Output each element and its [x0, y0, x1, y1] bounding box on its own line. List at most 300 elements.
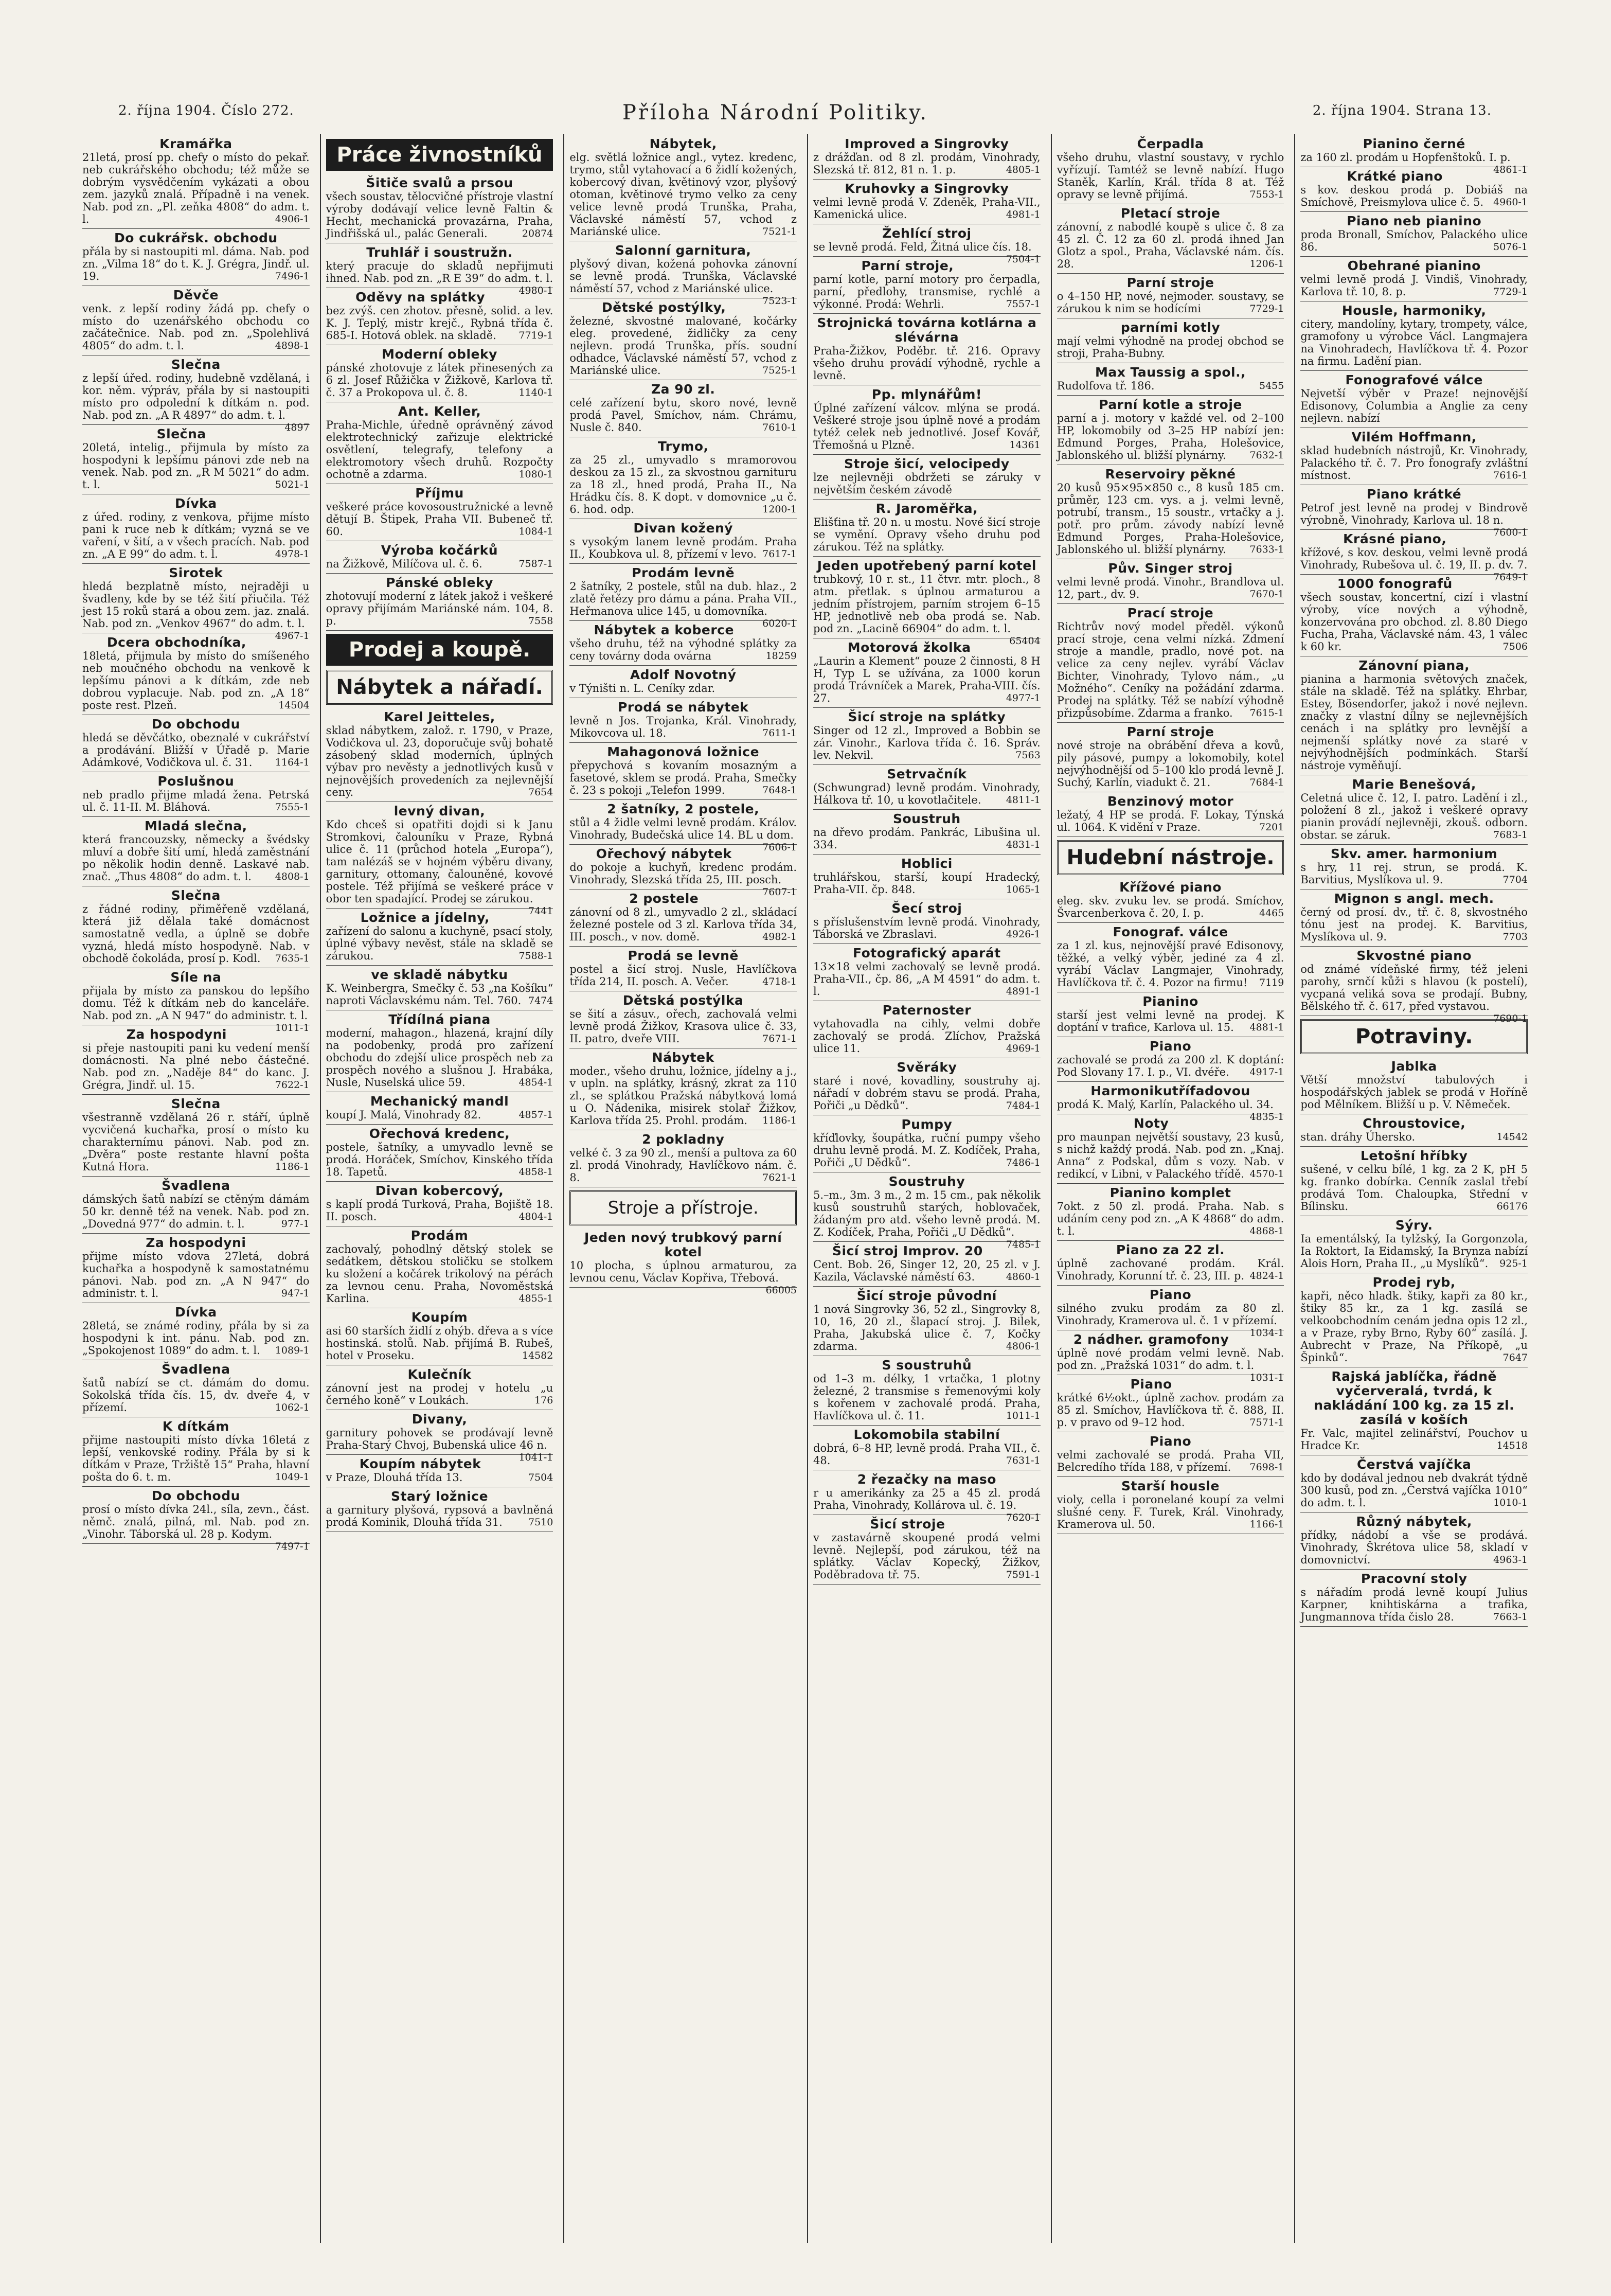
ad-code: 4805-1: [1006, 164, 1041, 175]
ad-title: Čerpadla: [1137, 136, 1204, 151]
ad-body: [569, 861, 797, 898]
ad-code: 4891-1: [1006, 986, 1041, 997]
ad-text: Petrof jest levně na prodej v Bindrově výrobně, Vinohrady, Karlova ul. 18 n.: [1300, 502, 1528, 526]
ad-code: 1065-1: [1006, 884, 1041, 895]
classified-ad: [813, 558, 1041, 647]
ad-title: Šitiče svalů a prsou: [366, 175, 513, 190]
ad-code: 7684-1: [1249, 777, 1284, 788]
classified-ad: [813, 225, 1041, 265]
ad-body: [813, 573, 1041, 647]
ad-code: 14582: [522, 1350, 553, 1361]
ad-body: [569, 454, 797, 515]
ad-code: 7649-1: [1493, 572, 1528, 583]
ad-body: [1300, 792, 1528, 841]
ad-title: Piano: [1149, 1287, 1192, 1302]
classified-ad: [813, 709, 1041, 765]
ad-title: Marie Benešová,: [1352, 777, 1476, 792]
ad-body: [569, 151, 797, 238]
classified-ad: [1300, 1368, 1528, 1455]
classified-ad: [569, 520, 797, 564]
ad-code: 4854-1: [518, 1077, 553, 1088]
ad-code: 7506: [1502, 641, 1528, 652]
ad-text: postel a šicí stroj. Nusle, Havlíčkova třída 214, II. posch. A. Večer.: [569, 963, 797, 988]
ad-text: zařízení do salonu a kuchyně, psací stoly, úplné výbavy nevěst, stále na skladě se zárukou.: [326, 925, 553, 962]
ad-body: [813, 1487, 1041, 1523]
ad-body: [569, 1147, 797, 1184]
ad-text: na Žižkově, Milíčova ul. č. 6.: [326, 558, 482, 570]
ad-body: [326, 818, 553, 917]
ad-code: 7729-1: [1493, 286, 1528, 297]
ad-text: asi 60 starších židlí z ohýb. dřeva a s více hostinská. stolů. Nab. přijímá B. Rubeš, hotel v Proseku.: [326, 1325, 553, 1362]
ad-code: 7119: [1259, 977, 1284, 988]
ad-text: 2 šatníky, 2 postele, stůl na dub. hlaz., 2 zlatě řetězy pro dámu a pána. Praha VII., Heřmanova ulice 145, u domovníka.: [569, 580, 797, 617]
ad-title: Sýry.: [1395, 1218, 1433, 1233]
ad-body: [1057, 290, 1284, 315]
header-date-page: 2. října 1904. Strana 13.: [1312, 103, 1492, 118]
ad-text: přála by si nastoupiti ml. dáma. Nab. pod zn. „Vilma 18“ do t. K. J. Grégra, Jindř. ul. 19.: [82, 245, 310, 282]
ad-code: 4804-1: [518, 1211, 553, 1222]
ad-title: Nábytek,: [649, 136, 717, 151]
ad-body: [1057, 895, 1284, 919]
ad-title: Švadlena: [162, 1178, 230, 1193]
ad-title: Zánovní piana,: [1358, 658, 1470, 673]
ad-code: 7670-1: [1249, 589, 1284, 600]
ad-title: Za hospodyni: [126, 1027, 227, 1042]
ad-body: [1300, 273, 1528, 298]
ad-title: Mechanický mandl: [370, 1094, 509, 1109]
ad-text: s příslušenstvím levně prodá. Vinohrady, Táborská ve Zbraslavi.: [813, 916, 1041, 940]
classified-ad: [569, 992, 797, 1048]
ad-text: za 25 zl., umyvadlo s mramorovou deskou za 15 zl., za skvostnou garnituru za 18 zl., hned prodá, Praha II., Na Hrádku čís. 8. K dopt. v domovnice „u č. 6. hod. odp.: [569, 454, 797, 515]
ad-title: Šicí stroje původní: [856, 1288, 997, 1303]
ad-code: 1034-1: [1249, 1327, 1284, 1339]
ad-text: přijme nastoupiti místo dívka 16letá z lepší, venkovské rodiny. Přála by si k dítkám v Praze, Tržiště 15“ Praha, hlavní pošta do 6. t. m.: [82, 1434, 310, 1483]
ad-title: Čerstvá vajíčka: [1356, 1457, 1472, 1472]
ad-title: Nábytek: [652, 1050, 714, 1065]
ad-text: která francouzsky, německy a švédsky mluví a dobře šití umí, hledá zaměstnání po několik hodin denně. Laskavé nab. znač. „Thus 4808“ do adm. t. l.: [82, 833, 310, 883]
ad-title: Jeden upotřebený parní kotel: [817, 558, 1036, 573]
ad-title: Pianino černé: [1363, 136, 1465, 151]
ad-code: 7647: [1502, 1352, 1528, 1363]
ad-body: [813, 1442, 1041, 1467]
ad-code: 1011-1: [275, 1022, 310, 1034]
ad-code: 7617-1: [762, 548, 797, 560]
ad-code: 4831-1: [1006, 839, 1041, 850]
ad-title: Pův. Singer stroj: [1108, 561, 1233, 576]
ad-body: [1300, 1074, 1528, 1111]
ad-body: [813, 724, 1041, 761]
ad-text: plyšový divan, kožená pohovka zánovní se levně prodá. Trunška, Václavské náměstí 57, vchod z Mariánské ulice.: [569, 258, 797, 295]
ad-title: Kramářka: [159, 136, 232, 151]
ad-body: [326, 1141, 553, 1178]
ad-title: Pp. mlynářům!: [871, 387, 982, 402]
ad-text: z úřed. rodiny, z venkova, přijme místo pani k ruce neb k dítkám; vyzná se ve vaření, v šití, a v všech pracích. Nab. pod zn. „A E 99“ do adm. t. l.: [82, 511, 310, 560]
classified-ad: [1300, 1217, 1528, 1273]
ad-body: [1057, 809, 1284, 833]
ad-title: Piano krátké: [1367, 487, 1462, 502]
classified-ad: [1057, 136, 1284, 204]
ad-text: truhlářskou, starší, koupí Hradecký, Praha-VII. čp. 848.: [813, 871, 1041, 896]
classified-ad: [326, 1093, 553, 1125]
classified-ad: [326, 1411, 553, 1463]
ad-body: [1057, 1054, 1284, 1078]
ad-body: [1300, 228, 1528, 253]
ad-text: v Praze, Dlouhá třída 13.: [326, 1471, 463, 1484]
classified-ad: [82, 495, 310, 564]
ad-text: krátké 6½okt., úplně zachov. prodám za 85 zl. Smíchov, Havlíčkova tř. č. 888, II. p. v pravo od 9–12 hod.: [1057, 1392, 1284, 1429]
ad-title: Krátké piano: [1347, 169, 1443, 184]
ad-body: [1057, 482, 1284, 556]
ad-title: Harmonikutřífadovou: [1090, 1083, 1250, 1098]
ad-body: [326, 982, 553, 1007]
ad-title: Parní kotle a stroje: [1099, 397, 1242, 412]
classified-ad: [1300, 1456, 1528, 1512]
ad-text: křížové, s kov. deskou, velmi levně prodá Vinohrady, Rubešova ul. č. 19, II. p. dv. 7.: [1300, 546, 1528, 571]
ad-code: 20874: [522, 228, 553, 239]
ad-text: Praha-Žižkov, Poděbr. tř. 216. Opravy všeho druhu provádí výhodně, rychle a levně.: [813, 345, 1041, 382]
ad-body: [569, 258, 797, 307]
section-heading: Nábytek a nářadí.: [326, 670, 553, 705]
ad-title: Mignon s angl. mech.: [1334, 891, 1494, 906]
ad-title: Do obchodu: [151, 717, 240, 732]
ad-text: sušené, v celku bílé, 1 kg. za 2 K, pH 5 kg. franko dobírka. Cenník zaslal třebí prodává Tom. Chaloupka, Střední v Bílinsku.: [1300, 1163, 1528, 1213]
ad-text: velmi levně prodá. Vinohr., Brandlova ul. 12, part., dv. 9.: [1057, 576, 1284, 600]
ad-body: [1057, 1098, 1284, 1123]
classified-ad: [82, 716, 310, 772]
ad-code: 7555-1: [275, 802, 310, 813]
ad-text: černý od prosí. dv., tř. č. 8, skvostného tónu jest na prodej. K. Barvitius, Myslíkova ul. 9.: [1300, 906, 1528, 943]
ad-body: [1057, 739, 1284, 789]
ad-code: 4718-1: [762, 976, 797, 987]
ad-body: [1300, 1163, 1528, 1213]
classified-ad: [569, 1049, 797, 1130]
ad-text: stůl a 4 židle velmi levně prodám. Králov. Vinohrady, Budečská ulice 14. BL u dom.: [569, 816, 797, 841]
ad-text: do pokoje a kuchyň, kredenc prodám. Vinohrady, Slezská třída 25, III. posch.: [569, 861, 797, 886]
classified-ad: [82, 818, 310, 886]
column-2: [320, 134, 559, 2243]
ad-text: velké č. 3 za 90 zl., menší a pultova za 60 zl. prodá Vinohrady, Havlíčkovo nám. č. 8.: [569, 1147, 797, 1184]
ad-title: Mladá slečna,: [144, 818, 247, 833]
ad-title: Paternoster: [882, 1003, 972, 1018]
ad-text: přijala by místo za panskou do lepšího domu. Též k dítkám neb do kanceláře. Nab. pod zn. „A N 947“ do administr. t. l.: [82, 985, 310, 1022]
ad-code: 7553-1: [1249, 189, 1284, 200]
ad-code: 1166-1: [1249, 1519, 1284, 1530]
ad-body: [1057, 1257, 1284, 1282]
header-title: Příloha Národní Politiky.: [622, 101, 929, 124]
ad-body: [1300, 591, 1528, 653]
ad-body: [813, 655, 1041, 704]
ad-text: v Týništi n. L. Ceníky zdar.: [569, 682, 715, 695]
ad-text: zánovní, z nabodlé koupě s ulice č. 8 za 45 zl. Č. 12 za 60 zl. prodá ihned Jan Glotz a spol., Praha, Václavské nám. čís. 28.: [1057, 221, 1284, 270]
ad-body: [813, 345, 1041, 382]
classified-ad: [1300, 1514, 1528, 1570]
ad-body: [1300, 1472, 1528, 1509]
ad-text: celé zařízení bytu, skoro nové, levně prodá Pavel, Smíchov, nám. Chrámu, Nusle č. 840.: [569, 397, 797, 434]
ad-title: Prodá se nábytek: [618, 700, 749, 715]
ad-code: 18259: [765, 650, 797, 662]
ad-text: úplně zachované prodám. Král. Vinohrady, Korunní tř. č. 23, III. p.: [1057, 1257, 1284, 1282]
ad-code: 925-1: [1499, 1258, 1528, 1269]
ad-body: [1300, 1131, 1528, 1143]
ad-title: Pletací stroje: [1120, 206, 1221, 221]
classified-ad: [813, 856, 1041, 899]
classified-ad: [1300, 213, 1528, 257]
ad-title: Noty: [1133, 1116, 1169, 1131]
ad-code: 1164-1: [275, 757, 310, 768]
classified-ad: [326, 575, 553, 631]
ad-title: Prodám levně: [632, 565, 735, 580]
ad-body: [813, 1373, 1041, 1422]
ad-code: 4982-1: [762, 931, 797, 942]
ad-title: Oděvy na splátky: [355, 290, 485, 305]
ad-text: přijme místo vdova 27letá, dobrá kuchařka a hospodyně k samostatnému pánovi. Nab. pod zn. „A N 947“ do administr. t. l.: [82, 1250, 310, 1300]
ad-code: 4978-1: [275, 548, 310, 560]
ad-text: silného zvuku prodám za 80 zl. Vinohrady, Kramerova ul. č. 1 v přízemí.: [1057, 1302, 1284, 1327]
ad-title: Za hospodyni: [146, 1235, 246, 1250]
ad-code: 7621-1: [762, 1172, 797, 1183]
ad-code: 4897: [284, 422, 310, 433]
ad-code: 4824-1: [1249, 1270, 1284, 1282]
ad-body: [569, 1259, 797, 1296]
ad-title: Benzinový motor: [1107, 794, 1234, 809]
ad-code: 7201: [1259, 822, 1284, 833]
ad-body: [1057, 380, 1284, 392]
ad-text: úplně nové prodám velmi levně. Nab. pod zn. „Pražská 1031“ do adm. t. l.: [1057, 1347, 1284, 1372]
ad-text: dámských šatů nabízí se ctěným dámám 50 kr. denně též na venek. Nab. pod zn. „Dovedná 977“ do admin. t. l.: [82, 1193, 310, 1230]
classified-ad: [569, 744, 797, 800]
ad-code: 4806-1: [1006, 1341, 1041, 1352]
classified-ad: [326, 175, 553, 243]
classified-ad: [82, 136, 310, 229]
ad-code: 1084-1: [518, 526, 553, 537]
classified-ad: [813, 1002, 1041, 1058]
ad-title: Krásné piano,: [1343, 531, 1447, 546]
classified-ad: [82, 1418, 310, 1487]
ad-title: Soustruh: [892, 811, 961, 826]
ad-text: sklad nábytkem, založ. r. 1790, v Praze, Vodičkova ul. 23, doporučuje svůj bohatě zásobený sklad moderních, úplných výbav pro nevěsty a jednotlivých kusů v nejnovějších provedeních za nejlevnější ceny.: [326, 724, 553, 798]
ad-text: velmi levně prodá V. Zdeněk, Praha-VII., Kamenická ulice.: [813, 196, 1041, 221]
ad-body: [569, 963, 797, 988]
ad-body: [1057, 1493, 1284, 1530]
ad-title: Lokomobila stabilní: [853, 1427, 1000, 1442]
classified-ad: [82, 1361, 310, 1417]
classified-ad: [569, 565, 797, 629]
classified-ad: [813, 1471, 1041, 1523]
classified-ad: [326, 1309, 553, 1365]
ad-body: [569, 580, 797, 629]
ad-code: 1206-1: [1249, 258, 1284, 270]
ad-text: mají velmi výhodně na prodej obchod se stroji, Praha-Bubny.: [1057, 335, 1284, 360]
ad-body: [326, 1198, 553, 1223]
ad-title: Dívka: [175, 1305, 217, 1320]
ad-title: Prodá se levně: [628, 948, 739, 963]
ad-title: Svěráky: [897, 1060, 957, 1075]
ad-text: Celetná ulice č. 12, I. patro. Ladění i zl., položení 8 zl., jakož i veškeré opravy pianin provádí nejlevněji, zkouš. odborn. obstar. se záruk.: [1300, 792, 1528, 841]
ad-body: [569, 536, 797, 560]
ad-code: 4967-1: [275, 630, 310, 642]
classified-ad: [1300, 372, 1528, 428]
ad-code: 14542: [1496, 1131, 1528, 1143]
ad-text: z drážďan. od 8 zl. prodám, Vinohrady, Slezská tř. 812, 81 n. 1. p.: [813, 151, 1041, 176]
ad-text: zachovalý, pohodlný dětský stolek se sedátkem, dětskou stoličku se stolkem ku složení a kočárek trikolový na pérách za levnou cenu. Praha, Novoměstská Karlina.: [326, 1243, 553, 1305]
classified-ad: [1057, 879, 1284, 923]
classified-ad: [326, 709, 553, 802]
ad-code: 4898-1: [275, 340, 310, 351]
ad-title: Křížové piano: [1119, 880, 1222, 895]
ad-code: 7698-1: [1249, 1462, 1284, 1473]
ad-title: Prodej ryb,: [1372, 1275, 1456, 1290]
ad-code: 14518: [1496, 1440, 1528, 1451]
ad-text: zánovní od 8 zl., umyvadlo 2 zl., skládací železné postele od 3 zl. Karlova třída 34, III. posch., v nov. domě.: [569, 906, 797, 943]
ad-title: Stroje šicí, velocipedy: [844, 456, 1010, 471]
ad-text: „Laurin a Klement“ pouze 2 činnosti, 8 H H, Typ L se užívána, za 1000 korun prodá Trávníček a Marek, Praha-VIII. čís. 27.: [813, 655, 1041, 704]
ad-code: 66005: [765, 1285, 797, 1296]
ad-code: 7525-1: [762, 365, 797, 376]
ad-title: Švadlena: [162, 1362, 230, 1377]
ad-code: 7521-1: [762, 226, 797, 237]
ad-text: s vysokým lanem levně prodám. Praha II., Koubkova ul. 8, přízemí v levo.: [569, 536, 797, 560]
ad-title: Dětská postýlka: [622, 993, 744, 1008]
ad-title: Chroustovice,: [1363, 1116, 1466, 1131]
ad-body: [326, 1382, 553, 1407]
ad-text: všeho druhu, též na výhodné splátky za ceny továrny doda ovárna: [569, 637, 797, 662]
ad-code: 1049-1: [275, 1471, 310, 1483]
ad-text: Elišťina tř. 20 n. u mostu. Nové šicí stroje se vymění. Opravy všeho druhu pod zárukou. Též na splátky.: [813, 516, 1041, 553]
ad-title: Divan kobercový,: [375, 1183, 504, 1198]
classified-ad: [813, 315, 1041, 385]
newspaper-page: [77, 93, 1533, 2253]
classified-ad: [1300, 657, 1528, 775]
classified-ad: [82, 1026, 310, 1095]
classified-ad: [326, 1183, 553, 1226]
ad-body: [82, 1250, 310, 1300]
ad-body: [569, 1008, 797, 1045]
ad-code: 4855-1: [518, 1293, 553, 1304]
classified-ad: [326, 910, 553, 966]
classified-ad: [326, 244, 553, 296]
ad-body: [1057, 1200, 1284, 1237]
ad-body: [1057, 1131, 1284, 1180]
ad-body: [1057, 620, 1284, 719]
classified-ad: [82, 426, 310, 494]
ad-text: kapři, něco hladk. štiky, kapři za 80 kr., štiky 85 kr., za 1 kg. zasílá se velkoobchodním cenám jedna opis 12 zl., a v Praze, ryby Brno, Ryby 60“ zasílá. J. Aubrecht v Praze, Na Příkopě, „u Špinků“.: [1300, 1290, 1528, 1364]
ad-body: [569, 906, 797, 943]
ad-text: prodá K. Malý, Karlín, Palackého ul. 34.: [1057, 1098, 1274, 1111]
ad-title: Šicí stroje: [870, 1517, 945, 1532]
ad-body: [82, 1193, 310, 1230]
ad-body: [82, 245, 310, 282]
ad-body: [813, 1532, 1041, 1581]
ad-body: [569, 682, 797, 695]
ad-code: 4881-1: [1249, 1022, 1284, 1033]
ad-code: 4926-1: [1006, 929, 1041, 940]
ad-text: postele, šatníky, a umyvadlo levně se prodá. Horáček, Smíchov, Kinského třída 18. Tapetů.: [326, 1141, 553, 1178]
classified-ad: [569, 381, 797, 437]
ad-code: 5021-1: [275, 479, 310, 490]
classified-ad: [813, 1427, 1041, 1470]
ad-text: 1 nová Singrovky 36, 52 zl., Singrovky 8, 10, 16, 20 zl., šlapací stroj. J. Bilek, Praha, Jakubská ulice č. 7, Kočky zdarma.: [813, 1303, 1041, 1352]
ad-code: 4465: [1259, 907, 1284, 919]
ad-text: všeho druhu, vlastní soustavy, v rychlo vyřízují. Tamtéž se levně nabízí. Hugo Staněk, Karlín, Král. třída 8 at. Též opravy se levně přijímá.: [1057, 151, 1284, 201]
ad-body: [813, 1132, 1041, 1169]
ad-code: 7441: [528, 905, 553, 917]
ad-title: Koupím nábytek: [359, 1456, 481, 1471]
classified-ad: [326, 289, 553, 345]
ad-code: 7632-1: [1249, 450, 1284, 461]
ad-code: 7504-1: [1006, 254, 1041, 265]
ad-text: Nejvetší výběr v Praze! nejnovější Edisonovy, Columbia a Anglie za ceny nejlevn. nabízí: [1300, 387, 1528, 424]
ad-body: [813, 1258, 1041, 1283]
ad-code: 1011-1: [1006, 1410, 1041, 1421]
ad-text: velmi levně prodá J. Vindiš, Vinohrady, Karlova tř. 10, 8. p.: [1300, 273, 1528, 298]
ad-body: [82, 650, 310, 711]
column-4: [807, 134, 1046, 2243]
ad-title: Síle na: [170, 970, 222, 985]
classified-ad: [1057, 1287, 1284, 1339]
classified-ad: [82, 1235, 310, 1303]
ad-text: s nářadím prodá levně koupí Julius Karpner, knihtiskárna a trafika, Jungmannova třída čislo 28.: [1300, 1586, 1528, 1623]
ad-text: 20letá, intelig., přijmula by místo za hospodyni k lepšímu pánovi zde neb na venek. Nab. pod zn. „R M 5021“ do adm. t. l.: [82, 441, 310, 491]
classified-ad: [569, 242, 797, 307]
ad-title: levný divan,: [393, 804, 486, 818]
classified-ad: [813, 1516, 1041, 1585]
ad-text: šatů nabízí se ct. dámám do domu. Sokolská třída čís. 15, dv. dveře 4, v přízemí.: [82, 1377, 310, 1414]
ad-code: 4858-1: [518, 1166, 553, 1178]
classified-ad: [82, 287, 310, 355]
classified-ad: [813, 456, 1041, 500]
ad-title: Prodám: [410, 1228, 469, 1243]
ad-text: violy, cella i poronelané koupí za velmi slušné ceny. F. Turek, Král. Vinohrady, Kramerova ul. 50.: [1057, 1493, 1284, 1530]
ad-title: Kruhovky a Singrovky: [845, 181, 1009, 196]
ad-text: vytahovadla na cihly, velmi dobře zachovalý se prodá. Zlíchov, Pražská ulice 11.: [813, 1018, 1041, 1055]
ad-code: 4963-1: [1493, 1554, 1528, 1565]
ad-text: Ia ementálský, Ia tylžský, Ia Gorgonzola, Ia Roktort, Ia Eidamský, Ia Brynza nabízí Alois Horn, Praha II., „u Myslíků“.: [1300, 1233, 1528, 1270]
ad-title: Starý ložnice: [390, 1489, 489, 1504]
ad-code: 7485-1: [1006, 1239, 1041, 1250]
classified-ad: [82, 887, 310, 968]
ad-text: 13×18 velmi zachovalý se levně prodá. Praha-VII., čp. 86, „A M 4591“ do adm. t. l.: [813, 960, 1041, 998]
ad-code: 7683-1: [1493, 829, 1528, 841]
classified-ad: [82, 634, 310, 715]
ad-code: 7704: [1502, 874, 1528, 885]
classified-ad: [1300, 576, 1528, 656]
ad-title: Parní stroje: [1126, 275, 1214, 290]
ad-body: [813, 1303, 1041, 1352]
ad-text: z řádné rodiny, přiměřeně vzdělaná, která již dělala také domácnost samostatně vedla, a úplně se dobře vyzná, hledá místo hospodyně. Nab. v obchodě čokoláda, prosí p. Kodl.: [82, 903, 310, 965]
ad-title: Šicí stroje na splátky: [848, 709, 1006, 724]
ad-text: kdo by dodával jednou neb dvakrát týdně 300 kusů, pod zn. „Čerstvá vajíčka 1010“ do adm. t. l.: [1300, 1472, 1528, 1509]
ad-code: 947-1: [281, 1288, 310, 1299]
ad-text: moderní, mahagon., hlazená, krajní díly na podobenky, prodá pro zařízení obchodu do zdejší ulice prospěch neb za prospěch nového a slušnou J. Hrabáka, Nusle, Nuselská ulice 59.: [326, 1027, 553, 1089]
ad-title: Pánské obleky: [386, 575, 493, 590]
ad-title: 2 řezačky na maso: [857, 1472, 996, 1487]
ad-title: Výroba kočárků: [381, 543, 498, 558]
ad-text: sklad hudebních nástrojů, Kr. Vinohrady, Palackého tř. č. 7. Pro fonografy zvláštní místnost.: [1300, 444, 1528, 482]
ad-text: velmi zachovalé se prodá. Praha VII, Belcredího třída 188, v přízemí.: [1057, 1449, 1284, 1473]
ad-title: ve skladě nábytku: [371, 967, 508, 982]
ad-title: 2 pokladny: [642, 1132, 725, 1147]
ad-body: [326, 724, 553, 798]
classified-ad: [1300, 486, 1528, 538]
ad-body: [1300, 318, 1528, 367]
ad-body: [1057, 1009, 1284, 1034]
ad-body: [326, 1325, 553, 1362]
ad-body: [1300, 546, 1528, 583]
ad-code: 7631-1: [1006, 1455, 1041, 1466]
ad-body: [326, 925, 553, 962]
ad-columns: [77, 134, 1533, 2243]
ad-body: [82, 903, 310, 965]
